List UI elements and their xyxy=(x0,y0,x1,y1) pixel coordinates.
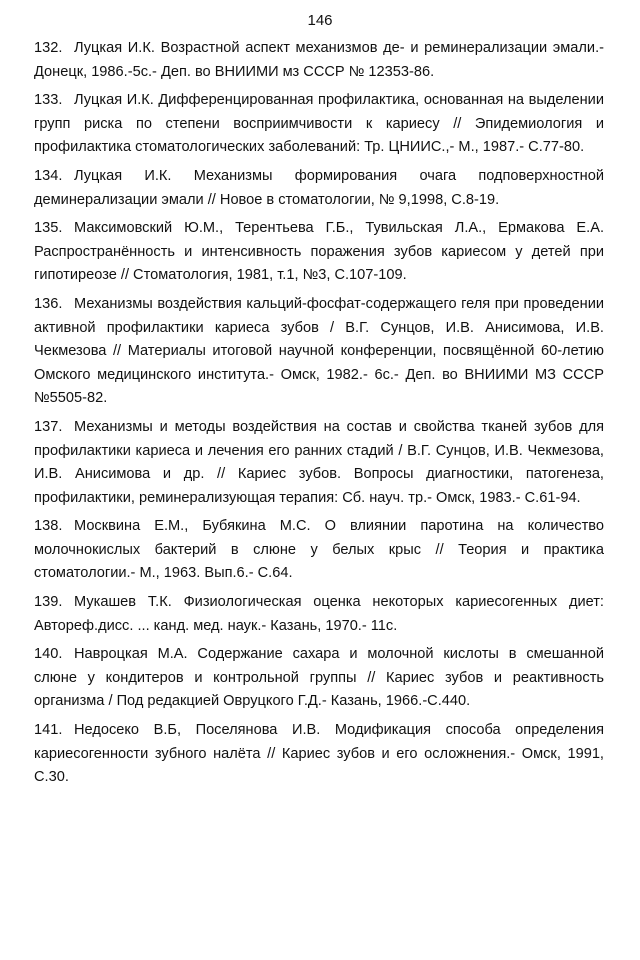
reference-item xyxy=(34,217,604,288)
reference-number: 141. xyxy=(34,722,63,739)
reference-number: 140. xyxy=(34,646,63,663)
reference-item xyxy=(34,719,604,790)
reference-item xyxy=(34,515,604,586)
reference-item xyxy=(34,416,604,510)
reference-text: Мукашев Т.К. Физиологическая оценка некоторых кариесогенных диет: Автореф.дисс. ... канд. мед. наук.- Казань, 1970.- 11с. xyxy=(34,594,604,634)
reference-text: Недосеко В.Б, Поселянова И.В. Модификация способа определения кариесогенности зубного налёта // Кариес зубов и его осложнения.- Омск, 1991, С.30. xyxy=(34,722,604,786)
page-number: 146 xyxy=(307,12,333,29)
reference-item xyxy=(34,591,604,638)
reference-number: 139. xyxy=(34,594,63,611)
reference-text: Луцкая И.К. Механизмы формирования очага подповерхностной деминерализации эмали // Новое в стоматологии, № 9,1998, С.8-19. xyxy=(34,167,604,208)
reference-text: Максимовский Ю.М., Терентьева Г.Б., Тувильская Л.А., Ермакова Е.А. Распространённость и интенсивность поражения зубов кариесом у детей при гипотиреозе // Стоматология, 1981, т.1, №3, С.107-109. xyxy=(34,220,604,284)
reference-item xyxy=(34,37,604,84)
reference-number: 138. xyxy=(34,518,63,535)
reference-list xyxy=(34,37,604,795)
reference-number: 137. xyxy=(34,418,63,435)
reference-text: Навроцкая М.А. Содержание сахара и молочной кислоты в смешанной слюне у кондитеров и контрольной группы // Кариес зубов и реактивность организма / Под редакцией Овруцкого Г.Д.- Казань, 1966.-С.440. xyxy=(34,646,604,710)
reference-text: Механизмы и методы воздействия на состав и свойства тканей зубов для профилактики кариеса и лечения его ранних стадий / В.Г. Сунцов, И.В. Чекмезова, И.В. Анисимова и др. // Кариес зубов. Вопросы диагностики, патогенеза, профилактики, реминерализующая терапия: Сб. науч. тр.- Омск, 1983.- С.61-94. xyxy=(34,418,604,506)
reference-item xyxy=(34,293,604,411)
reference-item xyxy=(34,165,604,212)
reference-number: 134. xyxy=(34,167,63,184)
reference-text: Луцкая И.К. Возрастной аспект механизмов де- и реминерализации эмали.- Донецк, 1986.-5с.- Деп. во ВНИИМИ мз СССР № 12353-86. xyxy=(34,40,604,80)
reference-number: 132. xyxy=(34,40,63,56)
reference-item xyxy=(34,643,604,714)
reference-text: Москвина Е.М., Бубякина М.С. О влиянии паротина на количество молочнокислых бактерий в слюне у белых крыс // Теория и практика стоматологии.- М., 1963. Вып.6.- С.64. xyxy=(34,518,604,582)
reference-number: 135. xyxy=(34,220,63,237)
reference-text: Механизмы воздействия кальций-фосфат-содержащего геля при проведении активной профилактики кариеса зубов / В.Г. Сунцов, И.В. Анисимова, И.В. Чекмезова // Материалы итоговой научной конференции, посвящённой 60-летию Омского медицинского института.- Омск, 1982.- 6с.- Деп. во ВНИИМИ МЗ СССР №5505-82. xyxy=(34,295,604,407)
reference-text: Луцкая И.К. Дифференцированная профилактика, основанная на выделении групп риска по степени восприимчивости к кариесу // Эпидемиология и профилактика стоматологических заболеваний: Тр. ЦНИИС.,- М., 1987.- С.77-80. xyxy=(34,92,604,156)
reference-number: 136. xyxy=(34,295,63,312)
reference-item xyxy=(34,89,604,160)
reference-number: 133. xyxy=(34,92,63,109)
